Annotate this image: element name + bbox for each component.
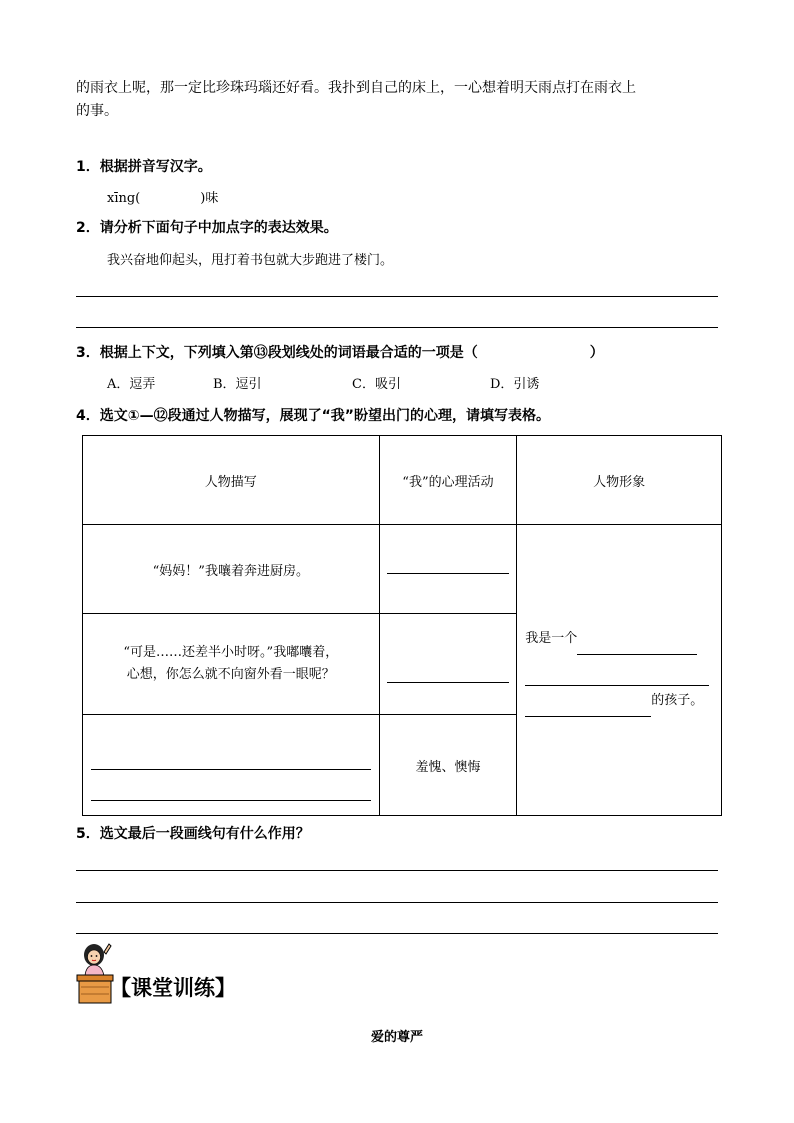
- answer-blank[interactable]: [525, 686, 651, 717]
- passage-text: [76, 77, 726, 123]
- question-number: 4．: [76, 408, 100, 424]
- answer-line[interactable]: [91, 800, 371, 801]
- image-prefix: 我是一个: [525, 630, 578, 646]
- question-3: [76, 342, 604, 362]
- table-row: [83, 525, 722, 614]
- pinyin-item: [107, 187, 218, 206]
- description-cell: [83, 614, 380, 715]
- question-close: ）: [589, 345, 604, 361]
- article-title: 爱的尊严: [370, 1030, 423, 1045]
- answer-blank[interactable]: [525, 655, 709, 686]
- pinyin-text: xīng(: [107, 191, 141, 206]
- example-sentence: 我兴奋地仰起头，甩打着书包就大步跑进了楼门。: [107, 253, 394, 268]
- header-description: 人物描写: [83, 436, 380, 525]
- answer-line[interactable]: [76, 296, 718, 297]
- table-header-row: [83, 436, 722, 525]
- header-image: 人物形象: [517, 436, 722, 525]
- answer-line[interactable]: [91, 769, 371, 770]
- option-b[interactable]: B．逗引: [213, 377, 262, 392]
- header-psychology: “我”的心理活动: [379, 436, 517, 525]
- answer-line[interactable]: [387, 573, 509, 574]
- question-number: 2．: [76, 220, 100, 236]
- answer-table: [82, 435, 722, 816]
- question-text: 请分析下面句子中加点字的表达效果。: [99, 220, 338, 236]
- question-4: [76, 405, 550, 425]
- question-text: 根据上下文，下列填入第⑬段划线处的词语最合适的一项是（: [99, 345, 478, 361]
- pinyin-suffix: )味: [200, 191, 219, 206]
- answer-line[interactable]: [76, 902, 718, 903]
- answer-line[interactable]: [76, 933, 718, 934]
- answer-line[interactable]: [76, 327, 718, 328]
- description-cell: “妈妈！”我嚷着奔进厨房。: [83, 525, 380, 614]
- question-text: 选文最后一段画线句有什么作用？: [99, 826, 310, 842]
- question-text: 选文①—⑫段通过人物描写，展现了“我”盼望出门的心理，请填写表格。: [99, 408, 551, 424]
- option-d[interactable]: D．引诱: [490, 377, 540, 392]
- question-text: 根据拼音写汉字。: [99, 159, 212, 175]
- psychology-blank-cell[interactable]: [379, 614, 517, 715]
- description-line: 心想，你怎么就不向窗外看一眼呢？: [126, 667, 335, 682]
- teacher-at-desk-icon: [76, 942, 114, 1006]
- answer-line[interactable]: [387, 682, 509, 683]
- question-2: [76, 217, 338, 237]
- psychology-blank-cell[interactable]: [379, 525, 517, 614]
- answer-blank[interactable]: [577, 624, 697, 655]
- option-c[interactable]: C．吸引: [352, 377, 401, 392]
- image-cell: [517, 525, 722, 816]
- question-1: [76, 156, 212, 176]
- description-blank-cell[interactable]: [83, 715, 380, 816]
- question-number: 1．: [76, 159, 100, 175]
- question-number: 3．: [76, 345, 100, 361]
- psychology-cell: 羞愧、懊悔: [379, 715, 517, 816]
- question-number: 5．: [76, 826, 100, 842]
- passage-line: 的雨衣上呢，那一定比珍珠玛瑙还好看。我扑到自己的床上，一心想着明天雨点打在雨衣上: [76, 80, 636, 96]
- question-5: [76, 823, 310, 843]
- passage-line: 的事。: [76, 103, 118, 119]
- option-a[interactable]: A．逗弄: [107, 377, 156, 392]
- section-title: 【课堂训练】: [110, 976, 236, 1000]
- description-line: “可是……还差半小时呀。”我嘟囔着，: [123, 645, 339, 660]
- answer-line[interactable]: [76, 870, 718, 871]
- image-suffix: 的孩子。: [651, 692, 704, 708]
